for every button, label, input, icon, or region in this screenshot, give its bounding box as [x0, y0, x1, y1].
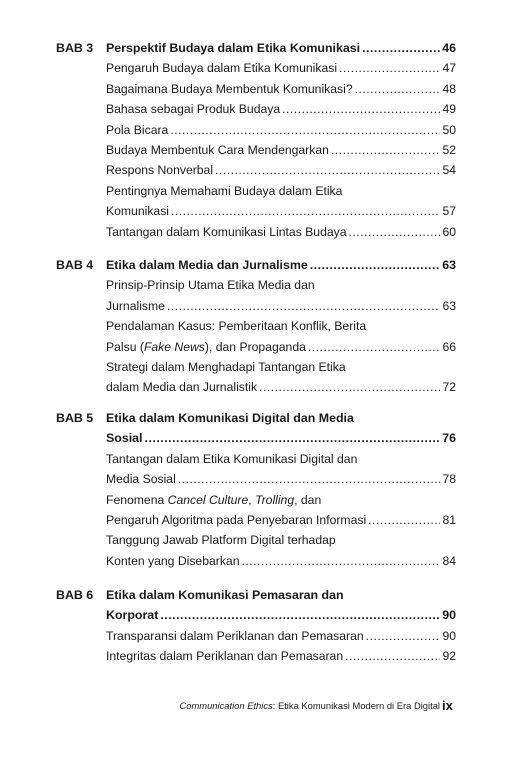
chapter-title-entry[interactable]: [106, 605, 456, 625]
toc-line: [56, 316, 456, 336]
toc-line: [56, 605, 456, 625]
toc-entry[interactable]: [106, 120, 456, 140]
entry-page-number: 57: [442, 204, 456, 219]
toc-entry[interactable]: [106, 296, 456, 316]
toc-line: [56, 275, 456, 295]
entry-title: Etika dalam Komunikasi Pemasaran dan: [106, 588, 344, 602]
dot-leader: [331, 140, 441, 160]
toc-line: [56, 120, 456, 140]
dot-leader: [178, 469, 441, 489]
dot-leader: [282, 99, 440, 119]
dot-leader: [368, 510, 440, 530]
toc-entry[interactable]: [106, 337, 456, 357]
entry-title-part: , dan: [294, 492, 322, 507]
dot-leader: [362, 38, 440, 58]
chapter-title-entry[interactable]: [106, 38, 456, 58]
dot-leader: [160, 605, 440, 625]
page-footer: [0, 698, 516, 718]
dot-leader: [366, 626, 441, 646]
chapter-label: BAB 6: [56, 588, 94, 602]
toc-line: [56, 79, 456, 99]
entry-title-part: Fenomena: [106, 492, 168, 507]
entry-page-number: 54: [442, 163, 456, 178]
toc-entry[interactable]: [106, 160, 456, 180]
toc-line: [56, 646, 456, 666]
toc-line: [56, 626, 456, 646]
entry-title: Pengaruh Budaya dalam Etika Komunikasi: [106, 61, 338, 76]
entry-title: Budaya Membentuk Cara Mendengarkan: [106, 142, 329, 157]
dot-leader: [339, 58, 440, 78]
toc-entry[interactable]: [106, 316, 456, 336]
entry-page-number: 47: [442, 61, 456, 76]
chapter-section: [56, 255, 456, 398]
chapter-label: BAB 5: [56, 411, 94, 425]
dot-leader: [170, 120, 440, 140]
entry-page-number: 48: [442, 81, 456, 96]
toc-line: [56, 377, 456, 397]
entry-title: Korporat: [106, 608, 159, 623]
dot-leader: [167, 296, 441, 316]
dot-leader: [308, 337, 441, 357]
entry-title: Bahasa sebagai Produk Budaya: [106, 102, 281, 117]
entry-title: Etika dalam Media dan Jurnalisme: [106, 258, 308, 272]
entry-title: dalam Media dan Jurnalistik: [106, 380, 258, 395]
toc-entry[interactable]: [106, 222, 456, 242]
toc-line: [56, 337, 456, 357]
chapter-title-entry[interactable]: [106, 408, 456, 428]
entry-page-number: 66: [442, 339, 456, 354]
chapter-label: BAB 4: [56, 258, 94, 272]
page-number: ix: [442, 698, 453, 713]
toc-line: [56, 201, 456, 221]
entry-title: Prinsip-Prinsip Utama Etika Media dan: [106, 278, 315, 293]
chapter-title-entry[interactable]: [106, 255, 456, 275]
toc-line: [56, 181, 456, 201]
entry-title: Strategi dalam Menghadapi Tantangan Etika: [106, 359, 346, 374]
toc-line: [56, 160, 456, 180]
toc-line: [56, 469, 456, 489]
toc-entry[interactable]: [106, 140, 456, 160]
toc-entry[interactable]: [106, 626, 456, 646]
toc-line: [56, 99, 456, 119]
toc-entry[interactable]: [106, 181, 456, 201]
entry-title: Pengaruh Algoritma pada Penyebaran Informasi: [106, 512, 367, 527]
chapter-title-entry[interactable]: [106, 428, 456, 448]
entry-title: Tanggung Jawab Platform Digital terhadap: [106, 533, 336, 548]
entry-title: Konten yang Disebarkan: [106, 553, 240, 568]
entry-page-number: 78: [442, 472, 456, 487]
entry-page-number: 46: [442, 41, 456, 55]
toc-entry[interactable]: [106, 79, 456, 99]
entry-title: Tantangan dalam Etika Komunikasi Digital dan: [106, 451, 358, 466]
entry-title-italic: Trolling: [255, 492, 295, 507]
toc-line: [56, 357, 456, 377]
toc-line: [56, 490, 456, 510]
toc-line: [56, 38, 456, 58]
entry-title: Tantangan dalam Komunikasi Lintas Budaya: [106, 224, 347, 239]
footer-book-subtitle: : Etika Komunikasi Modern di Era Digital: [272, 700, 440, 711]
dot-leader: [145, 428, 441, 448]
entry-title: Respons Nonverbal: [106, 163, 214, 178]
toc-entry[interactable]: [106, 510, 456, 530]
entry-page-number: 76: [442, 431, 456, 446]
toc-line: [56, 140, 456, 160]
toc-line: [56, 296, 456, 316]
entry-page-number: 81: [442, 512, 456, 527]
toc-entry[interactable]: [106, 530, 456, 550]
entry-title-part: ,: [248, 492, 256, 507]
entry-title-part: ), dan Propaganda: [204, 339, 306, 354]
entry-page-number: 90: [442, 628, 456, 643]
entry-page-number: 50: [442, 122, 456, 137]
toc-line: [56, 449, 456, 469]
entry-page-number: 90: [442, 608, 456, 623]
toc-line: [56, 530, 456, 550]
entry-title-italic: Cancel Culture: [167, 492, 249, 507]
running-footer-title: [179, 700, 440, 711]
entry-title: Komunikasi: [106, 204, 169, 219]
entry-title: [106, 490, 321, 510]
dot-leader: [355, 79, 441, 99]
dot-leader: [171, 201, 440, 221]
dot-leader: [215, 160, 440, 180]
entry-title: Etika dalam Komunikasi Digital dan Media: [106, 411, 354, 425]
entry-title-part: Palsu (: [106, 339, 144, 354]
entry-title: Pentingnya Memahami Budaya dalam Etika: [106, 183, 343, 198]
entry-page-number: 60: [442, 224, 456, 239]
toc-line: [56, 58, 456, 78]
entry-title-italic: Fake News: [143, 339, 205, 354]
chapter-section: [56, 408, 456, 571]
entry-page-number: 72: [442, 380, 456, 395]
entry-page-number: 84: [442, 553, 456, 568]
toc-line: [56, 222, 456, 242]
toc-entry[interactable]: [106, 469, 456, 489]
entry-page-number: 52: [442, 142, 456, 157]
entry-title: Jurnalisme: [106, 298, 165, 313]
toc-entry[interactable]: [106, 646, 456, 666]
toc-line: [56, 585, 456, 605]
entry-title: Pendalaman Kasus: Pemberitaan Konflik, Berita: [106, 319, 367, 334]
toc-entry[interactable]: [106, 551, 456, 571]
chapter-label: BAB 3: [56, 41, 94, 55]
chapter-title-entry[interactable]: [106, 585, 456, 605]
chapter-section: [56, 585, 456, 667]
toc-entry[interactable]: [106, 201, 456, 221]
entry-page-number: 92: [442, 649, 456, 664]
dot-leader: [241, 551, 440, 571]
toc-line: [56, 551, 456, 571]
entry-title: Sosial: [106, 431, 143, 446]
toc-line: [56, 255, 456, 275]
toc-entry[interactable]: [106, 490, 456, 510]
toc-line: [56, 408, 456, 428]
entry-title: Perspektif Budaya dalam Etika Komunikasi: [106, 41, 361, 55]
dot-leader: [259, 377, 440, 397]
entry-title: Bagaimana Budaya Membentuk Komunikasi?: [106, 81, 353, 96]
toc-entry[interactable]: [106, 275, 456, 295]
toc-entry[interactable]: [106, 449, 456, 469]
entry-title: Pola Bicara: [106, 122, 169, 137]
toc-line: [56, 510, 456, 530]
entry-title: Integritas dalam Periklanan dan Pemasaran: [106, 649, 344, 664]
dot-leader: [310, 255, 440, 275]
toc-entry[interactable]: [106, 377, 456, 397]
footer-book-title-italic: Communication Ethics: [179, 700, 273, 711]
dot-leader: [345, 646, 440, 666]
toc-entry[interactable]: [106, 58, 456, 78]
entry-title: Transparansi dalam Periklanan dan Pemasaran: [106, 628, 364, 643]
entry-page-number: 63: [442, 258, 456, 272]
dot-leader: [349, 222, 441, 242]
toc-line: [56, 428, 456, 448]
toc-entry[interactable]: [106, 99, 456, 119]
toc-entry[interactable]: [106, 357, 456, 377]
chapter-section: [56, 38, 456, 242]
entry-page-number: 63: [442, 298, 456, 313]
entry-page-number: 49: [442, 102, 456, 117]
entry-title: [106, 337, 306, 357]
entry-title: Media Sosial: [106, 472, 176, 487]
